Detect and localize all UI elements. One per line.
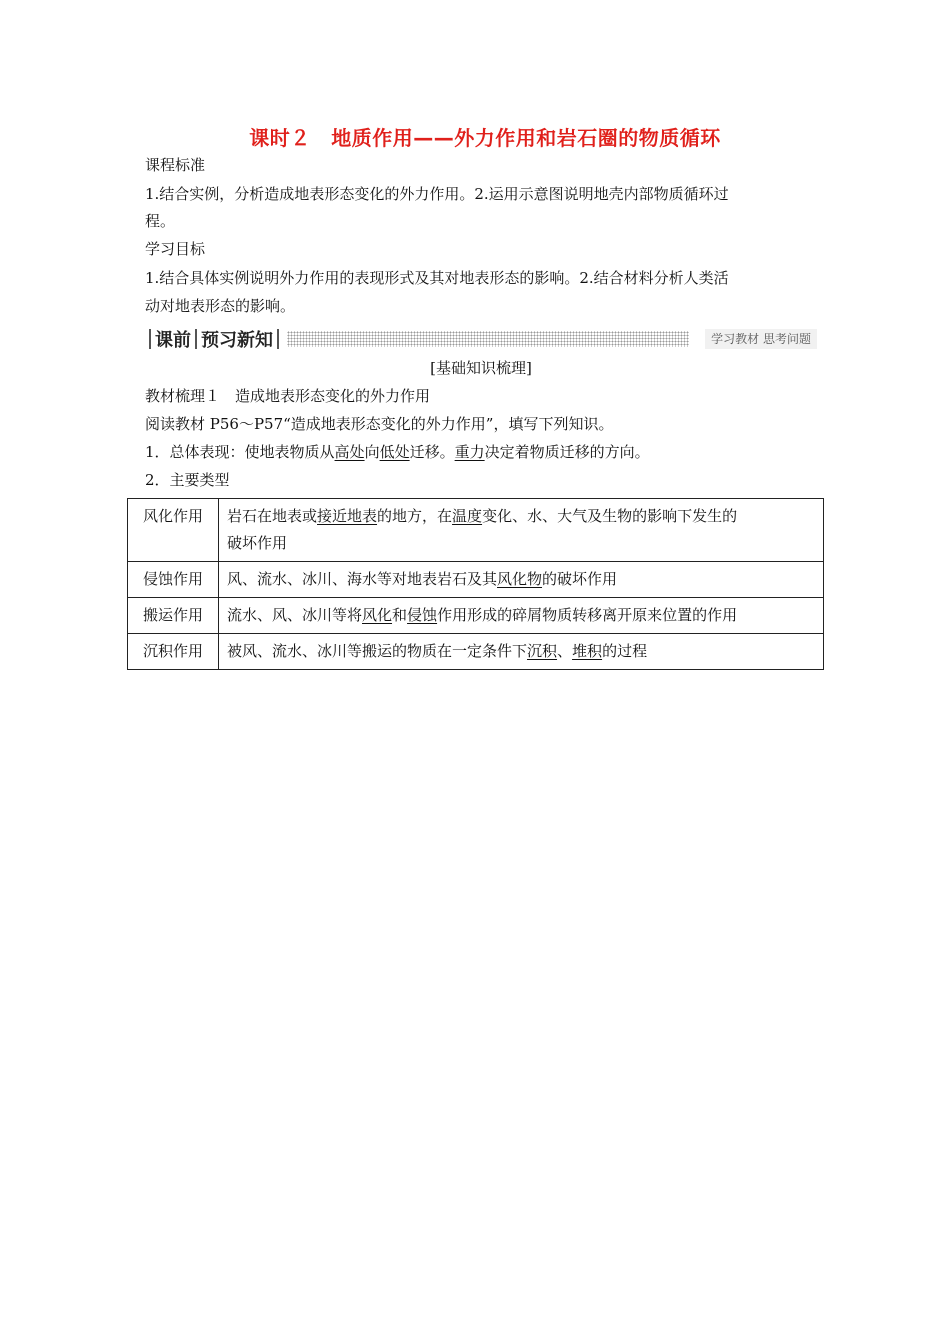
item-2-line: 2．主要类型 — [145, 471, 230, 489]
goal-text-line-1: 1.结合具体实例说明外力作用的表现形式及其对地表形态的影响。2.结合材料分析人类活 — [145, 269, 729, 287]
item-1-suffix: 决定着物质迁移的方向。 — [484, 443, 650, 461]
item-1-line — [145, 442, 650, 462]
item-1-mid: 向 — [364, 443, 380, 461]
table-row — [128, 634, 824, 670]
table-row — [128, 562, 824, 598]
banner-tab-preview: 预习新知 — [201, 330, 273, 351]
text-span: 破坏作用 — [227, 534, 288, 552]
row-label: 搬运作用 — [128, 598, 219, 634]
banner-dot-pattern — [287, 331, 689, 347]
text-span: 变化、水、大气及生物的影响下发生的 — [482, 507, 738, 525]
banner-divider — [149, 329, 151, 349]
row-label: 侵蚀作用 — [128, 562, 219, 598]
blank-answer: 沉积 — [527, 642, 558, 660]
goal-heading: 学习目标 — [145, 240, 206, 258]
text-span: 被风、流水、冰川等搬运的物质在一定条件下 — [227, 642, 528, 660]
textbook-title: 教材梳理１ 造成地表形态变化的外力作用 — [145, 387, 431, 405]
blank-answer: 重力 — [454, 443, 485, 461]
row-content — [219, 634, 824, 670]
standard-text-line-2: 程。 — [145, 212, 176, 230]
row-label: 沉积作用 — [128, 634, 219, 670]
text-span: 流水、风、冰川等将 — [227, 606, 363, 624]
blank-answer: 温度 — [452, 507, 483, 525]
item-1-mid: 迁移。 — [409, 443, 455, 461]
blank-answer: 堆积 — [572, 642, 603, 660]
lesson-title: 课时２ 地质作用——外力作用和岩石圈的物质循环 — [249, 126, 721, 150]
row-content — [219, 598, 824, 634]
banner-divider — [277, 329, 279, 349]
table-row — [128, 598, 824, 634]
blank-answer: 低处 — [379, 443, 410, 461]
section-heading: [基础知识梳理] — [430, 359, 532, 377]
blank-answer: 接近地表 — [317, 507, 378, 525]
instruction-text: 阅读教材 P56～P57“造成地表形态变化的外力作用”，填写下列知识。 — [145, 415, 614, 433]
blank-answer: 侵蚀 — [407, 606, 438, 624]
blank-answer: 风化物 — [497, 570, 543, 588]
text-span: 作用形成的碎屑物质转移离开原来位置的作用 — [437, 606, 738, 624]
blank-answer: 高处 — [334, 443, 365, 461]
blank-answer: 风化 — [362, 606, 393, 624]
banner-right-label: 学习教材 思考问题 — [705, 329, 817, 349]
goal-text-line-2: 动对地表形态的影响。 — [145, 297, 296, 315]
section-banner — [145, 327, 817, 351]
text-span: 和 — [392, 606, 408, 624]
row-content — [219, 562, 824, 598]
row-content — [219, 499, 824, 562]
standard-heading: 课程标准 — [145, 156, 206, 174]
text-span: 岩石在地表或 — [227, 507, 318, 525]
table-row — [128, 499, 824, 562]
text-span: 的过程 — [602, 642, 648, 660]
standard-text-line-1: 1.结合实例，分析造成地表形态变化的外力作用。2.运用示意图说明地壳内部物质循环过 — [145, 185, 729, 203]
row-label: 风化作用 — [128, 499, 219, 562]
banner-tabs — [145, 327, 283, 351]
banner-divider — [195, 329, 197, 349]
item-1-prefix: 1．总体表现：使地表物质从 — [145, 443, 335, 461]
text-span: 的破坏作用 — [542, 570, 618, 588]
text-span: 的地方，在 — [377, 507, 453, 525]
text-span: 风、流水、冰川、海水等对地表岩石及其 — [227, 570, 498, 588]
banner-tab-preclass: 课前 — [155, 330, 191, 351]
erosion-types-table — [127, 498, 824, 670]
text-span: 、 — [557, 642, 573, 660]
